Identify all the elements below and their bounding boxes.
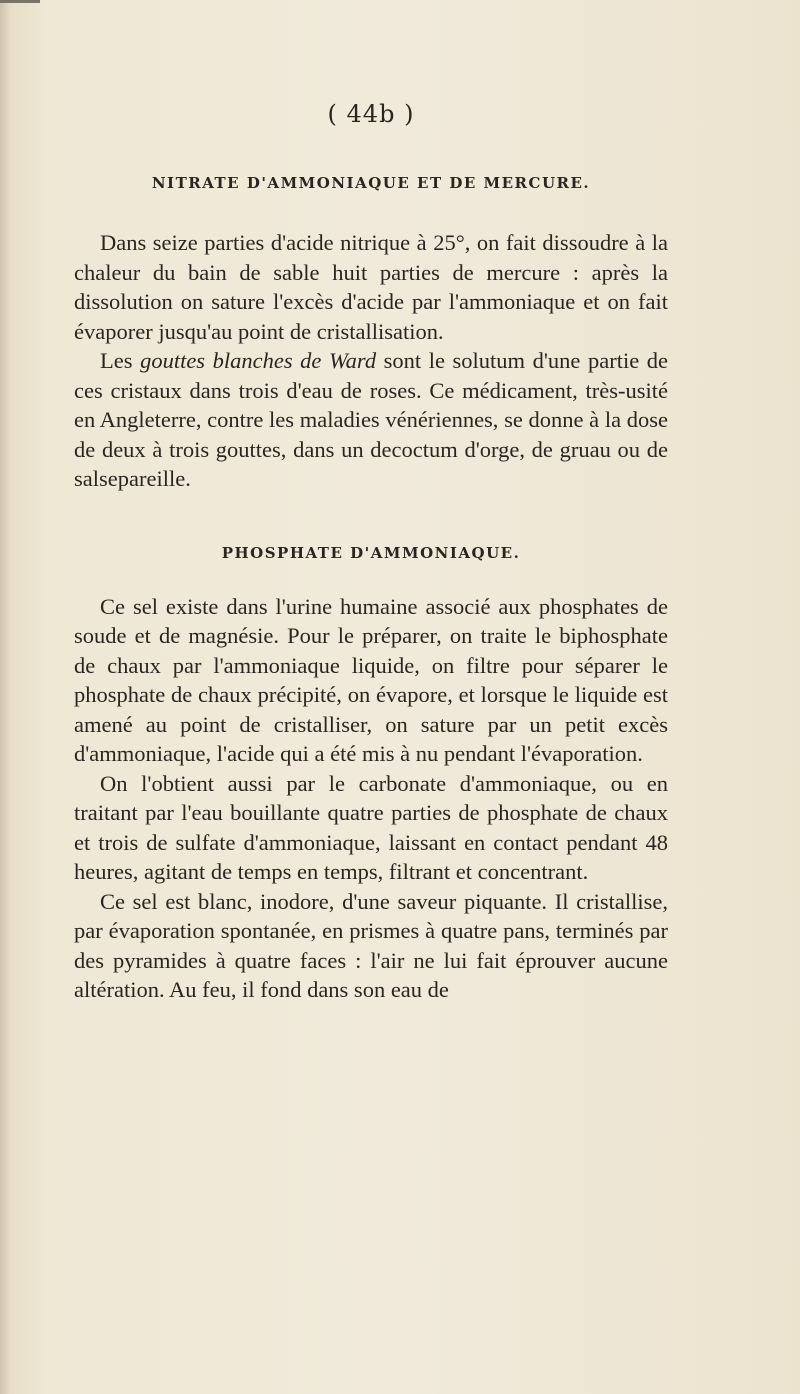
section-heading-nitrate: NITRATE D'AMMONIAQUE ET DE MERCURE. (151, 174, 591, 192)
paragraph-phosphate-intro: Ce sel existe dans l'urine humaine associé aux phosphates de soude et de magnésie. Pour le préparer, on traite le biphosphate de chaux par l'ammoniaque liquide, on filtre pour séparer le phosphate de chaux précipité, on évapore, et lorsque le liquide est amené au point de cristalliser, on sature par un petit excès d'ammoniaque, l'acide qui a été mis à nu pendant l'évaporation. (74, 593, 668, 766)
paragraph-ward-drops (74, 346, 668, 494)
paragraph-prefix: Les (100, 348, 141, 373)
paragraph-phosphate-properties: Ce sel est blanc, inodore, d'une saveur piquante. Il cristallise, par évaporation spontanée, en prismes à quatre pans, terminés par des pyramides à quatre faces : l'air ne lui fait éprouver aucune altération. Au feu, il fond dans son eau de (74, 888, 668, 1002)
page-edge-mark (0, 0, 40, 3)
page-content (74, 100, 668, 1005)
page-gutter-shadow (0, 0, 10, 1394)
section-heading-phosphate: PHOSPHATE D'AMMONIAQUE. (221, 543, 521, 562)
paragraph-suffix: sont le solutum d'une partie de ces cristaux dans trois d'eau de roses. Ce médicament, très-usité en Angleterre, contre les maladies vénériennes, se donne à la dose de deux à trois gouttes, dans un decoctum d'orge, de gruau ou de salsepareille. (74, 348, 668, 491)
paragraph-nitrate-preparation: Dans seize parties d'acide nitrique à 25°, on fait dissoudre à la chaleur du bain de sable huit parties de mercure : après la dissolution on sature l'excès d'acide par l'ammoniaque et on fait évaporer jusqu'au point de cristallisation. (74, 230, 668, 344)
italic-term-ward: gouttes blanches de Ward (140, 348, 377, 373)
paragraph-phosphate-alt-method: On l'obtient aussi par le carbonate d'ammoniaque, ou en traitant par l'eau bouillante quatre parties de phosphate de chaux et trois de sulfate d'ammoniaque, laissant en contact pendant 48 heures, agitant de temps en temps, filtrant et concentrant. (74, 770, 668, 884)
page-number: ( 44b ) (327, 100, 415, 128)
